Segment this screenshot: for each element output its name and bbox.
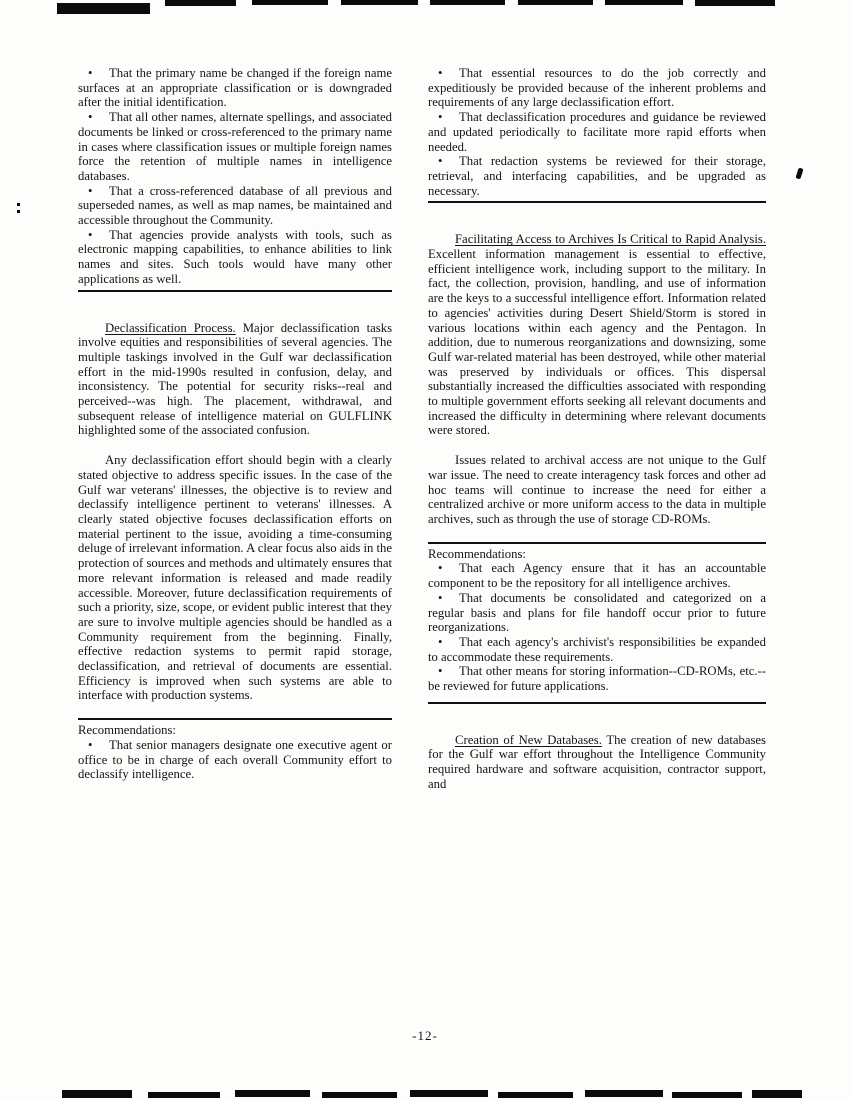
bullet-text: That the primary name be changed if the foreign name surfaces at an appropriate classification or is downgraded after the initial identification. [78, 66, 392, 110]
right-column [428, 66, 766, 792]
section-creation-of-new-databases [428, 733, 766, 792]
bullet-item [78, 184, 392, 228]
section-divider [78, 290, 392, 292]
section-divider [78, 718, 392, 720]
bullet-item [78, 738, 392, 782]
scan-mark [498, 1092, 573, 1098]
bullet-item [428, 66, 766, 110]
page-body [78, 66, 766, 792]
bullet-item [428, 635, 766, 664]
scan-mark [165, 0, 236, 6]
scan-mark [518, 0, 593, 5]
scan-mark [410, 1090, 488, 1097]
scan-mark [605, 0, 683, 5]
scan-mark [672, 1092, 742, 1098]
section-heading: Creation of New Databases. [455, 732, 602, 747]
scan-speck [17, 210, 20, 213]
bullet-item [78, 110, 392, 184]
paragraph: Issues related to archival access are not unique to the Gulf war issue. The need to create interagency task forces and other ad hoc teams will continue to increase the need for either a centralized archive or more uniform access to the data in multiple archives, such as through the use of storage CD-ROMs. [428, 453, 766, 526]
bullet-icon: • [88, 66, 93, 80]
section-text: The creation of new databases for the Gulf war effort throughout the Intelligence Community required hardware and software acquisition, contractor support, and [428, 732, 766, 791]
page-number: -12- [412, 1028, 438, 1043]
scan-mark [695, 0, 775, 6]
section-facilitating-access [428, 232, 766, 438]
scan-mark [252, 0, 328, 5]
bullet-text: That each Agency ensure that it has an accountable component to be the repository for all intelligence archives. [428, 561, 766, 591]
bullet-icon: • [88, 737, 93, 752]
scan-mark [57, 3, 150, 14]
bullet-text: That all other names, alternate spellings, and associated documents be linked or cross-referenced to the primary name in cases where classification issues or multiple foreign names force the retention of multiple names in intelligence databases. [78, 110, 392, 183]
section-heading: Facilitating Access to Archives Is Critical to Rapid Analysis. [455, 232, 766, 247]
section-declassification-process [78, 321, 392, 439]
paragraph: Any declassification effort should begin with a clearly stated objective to address specific issues. In the case of the Gulf war veterans' illnesses, the objective is to review and declassify intelligence pertinent to veterans' illnesses. A clearly stated objective focuses declassification efforts on material pertinent to the issue, avoiding a time-consuming deluge of irrelevant information. A clear focus also aids in the protection of sources and methods and ultimately ensures that more relevant information is released and made readily accessible. Moreover, future declassification requirements of such a priority, size, scope, or evident public interest that they are sure to involve multiple agencies should be handled as a Community requirement from the beginning. Finally, effective redaction systems to permit rapid storage, declassification, and retrieval of documents are essential. Efficiency is improved when such systems are able to interface with production systems. [78, 453, 392, 703]
bullet-icon: • [88, 227, 93, 242]
section-divider [428, 542, 766, 544]
bullet-item [78, 66, 392, 110]
bullet-item [428, 664, 766, 693]
bullet-item [78, 228, 392, 287]
bullet-text: That each agency's archivist's responsibilities be expanded to accommodate these requirements. [428, 634, 766, 664]
bullet-icon: • [88, 110, 93, 125]
section-divider [428, 201, 766, 203]
scan-mark [341, 0, 418, 5]
bullet-icon: • [438, 634, 443, 649]
section-text: Excellent information management is essential to effective, efficient intelligence work, including support to the military. In fact, the collection, provision, handling, and use of information are the keys to a successful intelligence effort. Information related to agencies' activities during Desert Shield/Storm is stored in various locations within each agency and the Pentagon. In addition, due to numerous reorganizations and downsizing, some Gulf war-related material has been destroyed, while other material was preserved by individuals or offices. This dispersal substantially increased the difficulties associated with responding to multiple government efforts seeking all relevant documents and increased the difficulty in determining where relevant documents were stored. [428, 247, 766, 438]
left-column [78, 66, 392, 792]
scan-speck [17, 203, 20, 206]
scan-mark [148, 1092, 220, 1098]
bullet-item [428, 591, 766, 635]
bullet-icon: • [438, 110, 443, 125]
bullet-text: That documents be consolidated and categorized on a regular basis and plans for file handoff occur prior to future reorganizations. [428, 590, 766, 635]
scan-mark [430, 0, 505, 5]
section-divider [428, 702, 766, 704]
bullet-item [428, 110, 766, 154]
scan-mark [62, 1090, 132, 1098]
bullet-text: That other means for storing information--CD-ROMs, etc.--be reviewed for future applications. [428, 664, 766, 694]
scan-mark [235, 1090, 310, 1097]
scan-speck [795, 167, 803, 179]
bullet-text: That senior managers designate one executive agent or office to be in charge of each overall Community effort to declassify intelligence. [78, 737, 392, 782]
section-text: Major declassification tasks involve equities and responsibilities of several agencies. The multiple taskings involved in the Gulf war declassification effort in the mid-1990s resulted in confusion, delay, and inconsistency. The potential for security risks--real and perceived--was high. The placement, withdrawal, and subsequent release of intelligence material on GULFLINK highlighted some of the associated confusion. [78, 320, 393, 438]
bullet-icon: • [438, 664, 443, 679]
bullet-icon: • [438, 154, 443, 169]
scan-mark [322, 1092, 397, 1098]
bullet-text: That agencies provide analysts with tools, such as electronic mapping capabilities, to enhance abilities to link names and sites. Such tools would have many other applications as well. [78, 227, 392, 286]
bullet-icon: • [438, 66, 443, 80]
bullet-text: That redaction systems be reviewed for their storage, retrieval, and interfacing capabilities, and be upgraded as necessary. [428, 154, 766, 198]
bullet-icon: • [88, 183, 93, 198]
bullet-text: That declassification procedures and guidance be reviewed and updated periodically to facilitate more rapid efforts when needed. [428, 110, 766, 154]
bullet-icon: • [438, 590, 443, 605]
scan-mark [585, 1090, 663, 1097]
section-heading: Declassification Process. [105, 320, 236, 335]
bullet-text: That a cross-referenced database of all previous and superseded names, as well as map names, be maintained and accessible throughout the Community. [78, 183, 392, 228]
scan-mark [752, 1090, 802, 1098]
bullet-text: That essential resources to do the job correctly and expeditiously be provided because of the inherent problems and requirements of any large declassification effort. [428, 66, 766, 110]
bullet-icon: • [438, 561, 443, 576]
bullet-item [428, 154, 766, 198]
bullet-item [428, 561, 766, 590]
recommendations-label: Recommendations: [428, 546, 526, 561]
recommendations-label: Recommendations: [78, 723, 176, 738]
